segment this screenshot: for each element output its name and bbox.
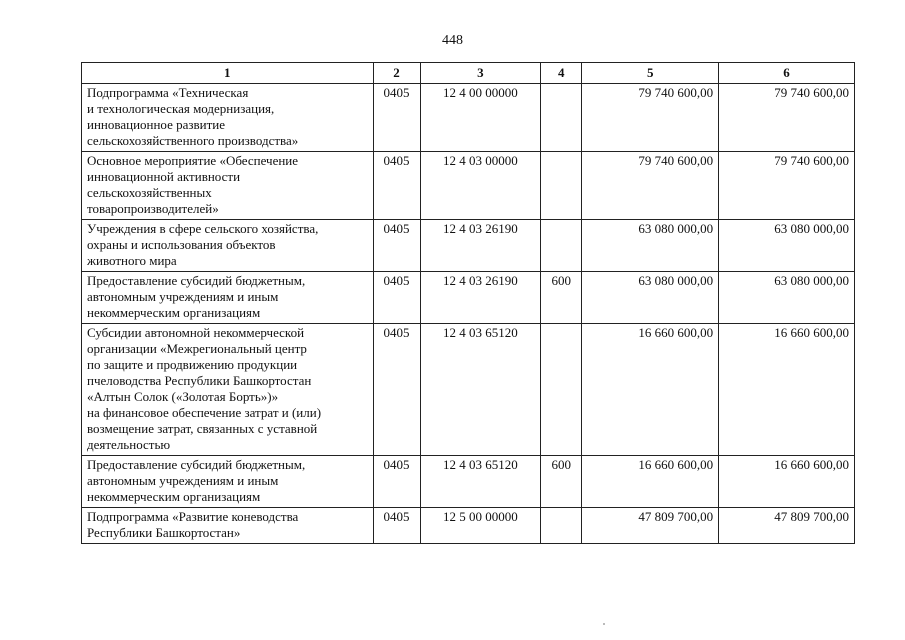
amount-col6: 79 740 600,00 bbox=[719, 84, 855, 152]
table-row bbox=[82, 324, 855, 456]
row-name-line: возмещение затрат, связанных с уставной bbox=[87, 421, 318, 436]
table-row bbox=[82, 456, 855, 508]
amount-col6: 63 080 000,00 bbox=[719, 272, 855, 324]
row-name bbox=[82, 456, 374, 508]
row-name bbox=[82, 324, 374, 456]
row-name bbox=[82, 272, 374, 324]
row-name-line: охраны и использования объектов bbox=[87, 237, 276, 252]
row-name-line: некоммерческим организациям bbox=[87, 489, 261, 504]
row-name-line: Подпрограмма «Развитие коневодства bbox=[87, 509, 299, 524]
row-name bbox=[82, 152, 374, 220]
section-code: 0405 bbox=[373, 456, 420, 508]
amount-col5: 16 660 600,00 bbox=[582, 324, 719, 456]
table-row bbox=[82, 152, 855, 220]
target-code: 12 4 03 00000 bbox=[420, 152, 541, 220]
expense-type: 600 bbox=[541, 272, 582, 324]
row-name-line: Предоставление субсидий бюджетным, bbox=[87, 457, 306, 472]
row-name-line: автономным учреждениям и иным bbox=[87, 473, 279, 488]
row-name-line: Предоставление субсидий бюджетным, bbox=[87, 273, 306, 288]
row-name-line: товаропроизводителей» bbox=[87, 201, 219, 216]
expense-type bbox=[541, 324, 582, 456]
page-number: 448 bbox=[442, 33, 463, 48]
row-name-line: автономным учреждениям и иным bbox=[87, 289, 279, 304]
table-row bbox=[82, 220, 855, 272]
row-name-line: инновационное развитие bbox=[87, 117, 226, 132]
row-name-line: по защите и продвижению продукции bbox=[87, 357, 298, 372]
target-code: 12 4 03 65120 bbox=[420, 324, 541, 456]
amount-col6: 79 740 600,00 bbox=[719, 152, 855, 220]
target-code: 12 4 03 26190 bbox=[420, 220, 541, 272]
row-name-line: деятельностью bbox=[87, 437, 171, 452]
section-code: 0405 bbox=[373, 508, 420, 544]
amount-col5: 63 080 000,00 bbox=[582, 272, 719, 324]
amount-col5: 63 080 000,00 bbox=[582, 220, 719, 272]
table-body bbox=[82, 84, 855, 544]
row-name-line: сельскохозяйственного производства» bbox=[87, 133, 299, 148]
row-name-line: сельскохозяйственных bbox=[87, 185, 212, 200]
amount-col5: 79 740 600,00 bbox=[582, 152, 719, 220]
row-name-line: на финансовое обеспечение затрат и (или) bbox=[87, 405, 322, 420]
amount-col5: 47 809 700,00 bbox=[582, 508, 719, 544]
section-code: 0405 bbox=[373, 324, 420, 456]
column-header-5: 5 bbox=[582, 63, 719, 84]
row-name-line: инновационной активности bbox=[87, 169, 241, 184]
amount-col6: 47 809 700,00 bbox=[719, 508, 855, 544]
target-code: 12 4 00 00000 bbox=[420, 84, 541, 152]
expense-type bbox=[541, 220, 582, 272]
row-name-line: Республики Башкортостан» bbox=[87, 525, 241, 540]
section-code: 0405 bbox=[373, 152, 420, 220]
target-code: 12 5 00 00000 bbox=[420, 508, 541, 544]
row-name-line: животного мира bbox=[87, 253, 177, 268]
column-header-6: 6 bbox=[719, 63, 855, 84]
amount-col6: 16 660 600,00 bbox=[719, 456, 855, 508]
section-code: 0405 bbox=[373, 220, 420, 272]
target-code: 12 4 03 26190 bbox=[420, 272, 541, 324]
table-row bbox=[82, 84, 855, 152]
row-name-line: Подпрограмма «Техническая bbox=[87, 85, 249, 100]
amount-col6: 63 080 000,00 bbox=[719, 220, 855, 272]
amount-col6: 16 660 600,00 bbox=[719, 324, 855, 456]
row-name-line: Основное мероприятие «Обеспечение bbox=[87, 153, 299, 168]
row-name-line: Субсидии автономной некоммерческой bbox=[87, 325, 305, 340]
column-header-2: 2 bbox=[373, 63, 420, 84]
target-code: 12 4 03 65120 bbox=[420, 456, 541, 508]
table-row bbox=[82, 272, 855, 324]
amount-col5: 16 660 600,00 bbox=[582, 456, 719, 508]
expense-type bbox=[541, 84, 582, 152]
amount-col5: 79 740 600,00 bbox=[582, 84, 719, 152]
expense-type bbox=[541, 152, 582, 220]
section-code: 0405 bbox=[373, 84, 420, 152]
row-name-line: «Алтын Солок («Золотая Борть»)» bbox=[87, 389, 279, 404]
table-header-row bbox=[82, 63, 855, 84]
column-header-3: 3 bbox=[420, 63, 541, 84]
table-row bbox=[82, 508, 855, 544]
budget-table bbox=[81, 62, 855, 544]
row-name-line: и технологическая модернизация, bbox=[87, 101, 275, 116]
row-name-line: пчеловодства Республики Башкортостан bbox=[87, 373, 312, 388]
row-name-line: некоммерческим организациям bbox=[87, 305, 261, 320]
column-header-1: 1 bbox=[82, 63, 374, 84]
scan-speck bbox=[603, 623, 605, 625]
row-name-line: Учреждения в сфере сельского хозяйства, bbox=[87, 221, 319, 236]
row-name-line: организации «Межрегиональный центр bbox=[87, 341, 307, 356]
row-name bbox=[82, 508, 374, 544]
expense-type bbox=[541, 508, 582, 544]
row-name bbox=[82, 220, 374, 272]
expense-type: 600 bbox=[541, 456, 582, 508]
row-name bbox=[82, 84, 374, 152]
section-code: 0405 bbox=[373, 272, 420, 324]
column-header-4: 4 bbox=[541, 63, 582, 84]
